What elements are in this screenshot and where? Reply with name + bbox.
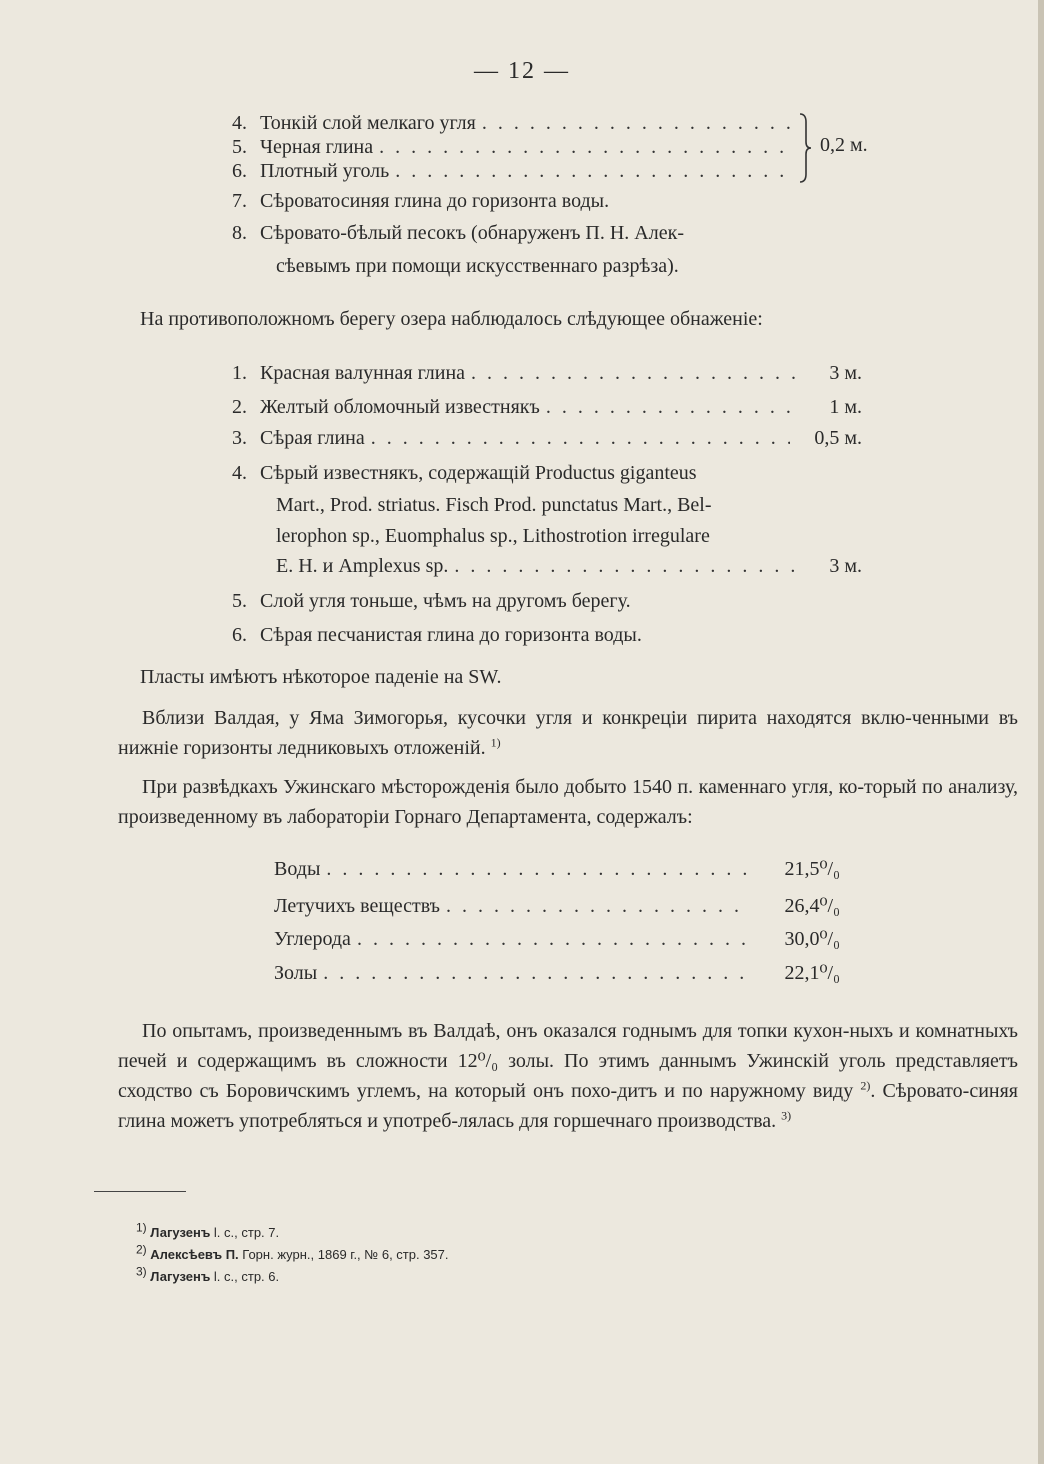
paragraph-text: Вблизи Валдая, у Яма Зимогорья, кусочки угля и конкреціи пирита находятся вклю-ченными въ нижніе горизонты ледниковыхъ отложеній. <box>118 707 1018 759</box>
leader-dots <box>365 425 790 451</box>
item-number: 8. <box>232 222 247 244</box>
paragraph <box>118 772 1018 832</box>
item-number: 7. <box>232 190 247 212</box>
analysis-row <box>274 926 840 952</box>
item-number: 5. <box>232 590 247 612</box>
item-text: Сѣровато-бѣлый песокъ (обнаруженъ П. Н. Алек- <box>260 222 684 244</box>
leader-dots <box>373 134 792 160</box>
footnote <box>136 1220 280 1242</box>
list-item <box>232 460 697 486</box>
item-value: 0,5 м. <box>814 427 862 449</box>
list-item <box>232 588 631 614</box>
item-text-continued: Mart., Prod. striatus. Fisch Prod. punctatus Mart., Bel- <box>276 494 712 516</box>
paragraph-text: При развѣдкахъ Ужинскаго мѣсторожденія было добыто 1540 п. каменнаго угля, ко-торый по анализу, произведенному въ лабораторіи Горнаго Департамента, содержалъ: <box>118 776 1018 828</box>
leader-dots <box>465 360 798 386</box>
item-text-continued: lerophon sp., Euomphalus sp., Lithostrotion irregulare <box>276 525 710 547</box>
footnote-mark: 3) <box>136 1264 147 1279</box>
page-number: — 12 — <box>474 58 570 84</box>
paragraph <box>118 1016 1018 1136</box>
item-text: Сѣрая песчанистая глина до горизонта воды. <box>260 624 642 646</box>
analysis-row <box>274 856 840 882</box>
footnote <box>136 1242 449 1264</box>
analysis-label: Золы <box>274 962 318 984</box>
item-text: Тонкій слой мелкаго угля <box>260 112 476 134</box>
item-text: Слой угля тоньше, чѣмъ на другомъ берегу. <box>260 590 631 612</box>
analysis-label: Летучихъ веществъ <box>274 895 441 917</box>
item-number: 6. <box>232 624 247 646</box>
footnote-author: Лагузенъ <box>150 1225 211 1240</box>
item-number: 4. <box>232 112 247 134</box>
page-edge <box>1038 0 1044 1464</box>
brace-value: 0,2 м. <box>820 134 868 156</box>
footnote-text: Горн. журн., 1869 г., № 6, стр. 357. <box>242 1247 449 1262</box>
leader-dots <box>320 856 748 882</box>
paragraph: Пласты имѣютъ нѣкоторое паденіе на SW. <box>140 666 502 688</box>
paragraph <box>118 703 1018 763</box>
item-number: 6. <box>232 160 247 182</box>
item-value: 3 м. <box>829 555 862 577</box>
footnote-text: l. c., стр. 7. <box>213 1225 280 1240</box>
leader-dots <box>317 960 748 986</box>
item-number: 5. <box>232 136 247 158</box>
item-number: 2. <box>232 396 247 418</box>
item-text-continued: E. H. и Amplexus sp. <box>276 555 449 577</box>
analysis-row <box>274 893 840 919</box>
item-text: Красная валунная глина <box>260 362 466 384</box>
analysis-value: 21,5⁰/₀ <box>784 858 840 880</box>
item-number: 1. <box>232 362 247 384</box>
analysis-value: 30,0⁰/₀ <box>784 928 840 950</box>
item-text: Сѣроватосиняя глина до горизонта воды. <box>260 190 610 212</box>
analysis-label: Воды <box>274 858 321 880</box>
item-text: Плотный уголь <box>260 160 390 182</box>
right-brace <box>798 112 812 184</box>
list-item <box>232 220 684 246</box>
footnote-ref: 3) <box>781 1108 792 1123</box>
footnote-mark: 2) <box>136 1242 147 1257</box>
paragraph: На противоположномъ берегу озера наблюдалось слѣдующее обнаженіе: <box>140 308 763 330</box>
list-item-end <box>276 553 862 579</box>
item-number: 3. <box>232 427 247 449</box>
footnote-author: Алексѣевъ П. <box>150 1247 239 1262</box>
footnote-text: l. c., стр. 6. <box>213 1269 280 1284</box>
footnote-rule <box>94 1191 186 1192</box>
item-text: Сѣрый известнякъ, содержащій Productus giganteus <box>260 462 697 484</box>
list-item <box>232 110 792 136</box>
list-item <box>232 425 862 451</box>
list-item <box>232 394 862 420</box>
leader-dots <box>448 553 798 579</box>
footnote-mark: 1) <box>136 1220 147 1235</box>
footnote-author: Лагузенъ <box>150 1269 211 1284</box>
item-text: Сѣрая глина <box>260 427 365 449</box>
analysis-label: Углерода <box>274 928 351 950</box>
leader-dots <box>389 158 792 184</box>
item-value: 3 м. <box>829 362 862 384</box>
list-item <box>232 134 792 160</box>
list-item <box>232 158 792 184</box>
analysis-row <box>274 960 840 986</box>
analysis-value: 22,1⁰/₀ <box>784 962 840 984</box>
paragraph-text: По опытамъ, произведеннымъ въ Валдаѣ, онъ оказался годнымъ для топки кухон-ныхъ и комнатныхъ печей и содержащимъ въ сложности 12⁰/₀ золы. По этимъ даннымъ Ужинскій уголь представляетъ сходство съ Боровичскимъ углемъ, на который онъ похо-дитъ и по наружному виду <box>118 1020 1018 1102</box>
item-number: 4. <box>232 462 247 484</box>
item-text-continued: сѣевымъ при помощи искусственнаго разрѣза). <box>276 255 679 277</box>
list-item <box>232 622 642 648</box>
leader-dots <box>476 110 792 136</box>
leader-dots <box>540 394 798 420</box>
list-item <box>232 188 609 214</box>
footnote-ref: 1) <box>490 735 501 750</box>
list-item <box>232 360 862 386</box>
leader-dots <box>351 926 748 952</box>
footnote-ref: 2) <box>860 1078 871 1093</box>
leader-dots <box>440 893 748 919</box>
item-value: 1 м. <box>829 396 862 418</box>
analysis-value: 26,4⁰/₀ <box>784 895 840 917</box>
item-text: Желтый обломочный известнякъ <box>260 396 540 418</box>
item-text: Черная глина <box>260 136 374 158</box>
paragraph-text: . Сѣровато-синяя глина можетъ употребляться и употреб-лялась для горшечнаго производства. <box>118 1080 1018 1132</box>
footnote <box>136 1264 280 1286</box>
